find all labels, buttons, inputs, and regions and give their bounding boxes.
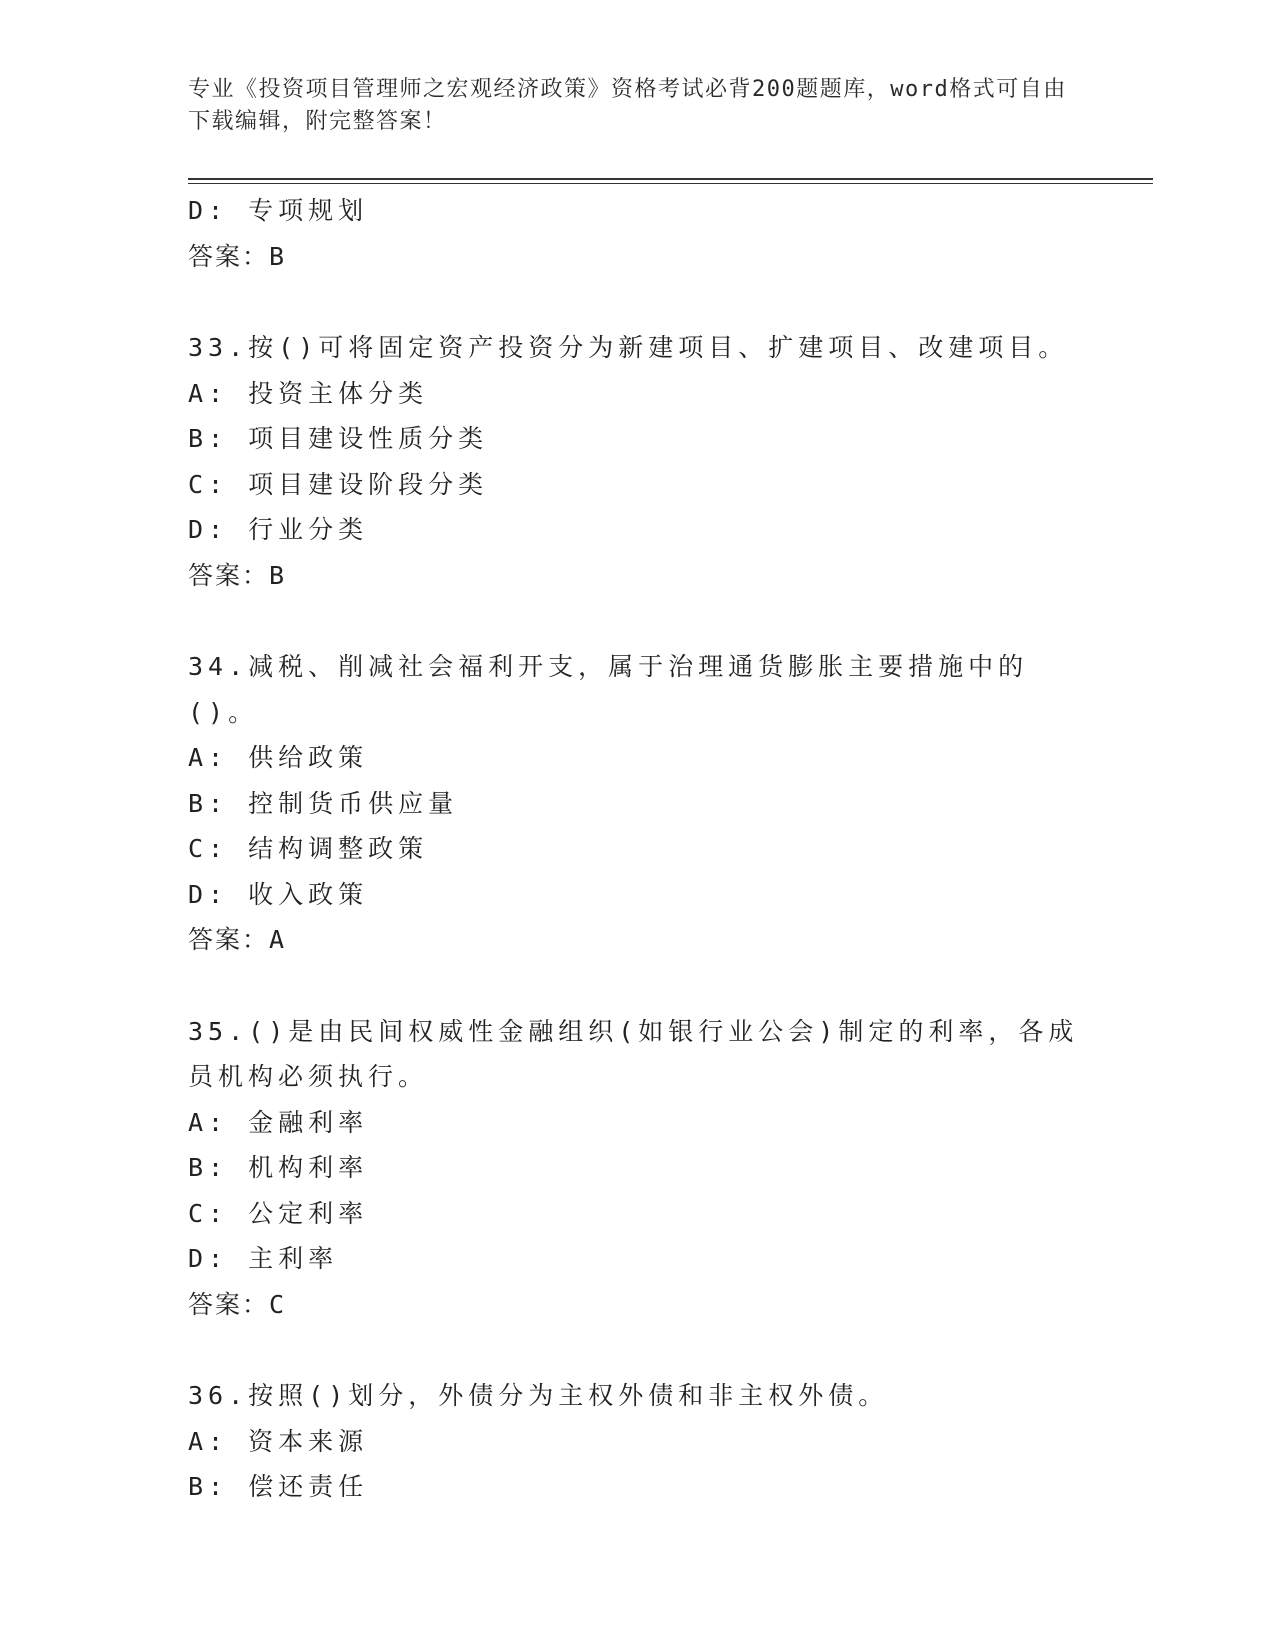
option-a: A: 投资主体分类	[188, 378, 429, 408]
question-34	[188, 644, 1153, 963]
question-fragment-32	[188, 188, 1153, 279]
header-divider	[188, 178, 1153, 184]
option-a: A: 资本来源	[188, 1426, 369, 1456]
option-c: C: 结构调整政策	[188, 834, 429, 863]
question-stem: 35.()是由民间权威性金融组织(如银行业公会)制定的利率，各成员机构必须执行。	[188, 1016, 1079, 1091]
answer-value: A	[269, 925, 287, 954]
answer-label: 答案：	[188, 925, 270, 954]
option-a: A: 供给政策	[188, 743, 369, 772]
answer-value: B	[269, 560, 287, 590]
answer-label: 答案：	[188, 560, 270, 590]
option-d: D: 专项规划	[188, 196, 369, 225]
question-stem: 33.按()可将固定资产投资分为新建项目、扩建项目、改建项目。	[188, 333, 1069, 362]
question-stem: 34.减税、削减社会福利开支，属于治理通货膨胀主要措施中的()。	[188, 652, 1029, 727]
document-content	[188, 188, 1153, 1510]
answer-value: C	[269, 1289, 287, 1319]
question-36	[188, 1373, 1153, 1510]
option-d: D: 行业分类	[188, 515, 369, 544]
answer-value: B	[269, 241, 287, 271]
option-b: B: 控制货币供应量	[188, 788, 459, 818]
option-c: C: 公定利率	[188, 1198, 369, 1228]
option-c: C: 项目建设阶段分类	[188, 469, 489, 499]
option-a: A: 金融利率	[188, 1107, 369, 1137]
question-35	[188, 1009, 1153, 1328]
document-header: 专业《投资项目管理师之宏观经济政策》资格考试必背200题题库，word格式可自由下载编辑，附完整答案！	[188, 77, 1067, 134]
option-b: B: 项目建设性质分类	[188, 424, 489, 453]
option-b: B: 偿还责任	[188, 1472, 369, 1501]
option-d: D: 主利率	[188, 1244, 339, 1273]
answer-line	[188, 1282, 1153, 1328]
option-d: D: 收入政策	[188, 879, 369, 909]
question-33	[188, 325, 1153, 598]
question-stem: 36.按照()划分，外债分为主权外债和非主权外债。	[188, 1381, 889, 1410]
answer-label: 答案：	[188, 1289, 270, 1319]
answer-line	[188, 917, 1153, 963]
answer-line	[188, 234, 1153, 280]
answer-label: 答案：	[188, 241, 270, 271]
option-b: B: 机构利率	[188, 1153, 369, 1182]
answer-line	[188, 553, 1153, 599]
